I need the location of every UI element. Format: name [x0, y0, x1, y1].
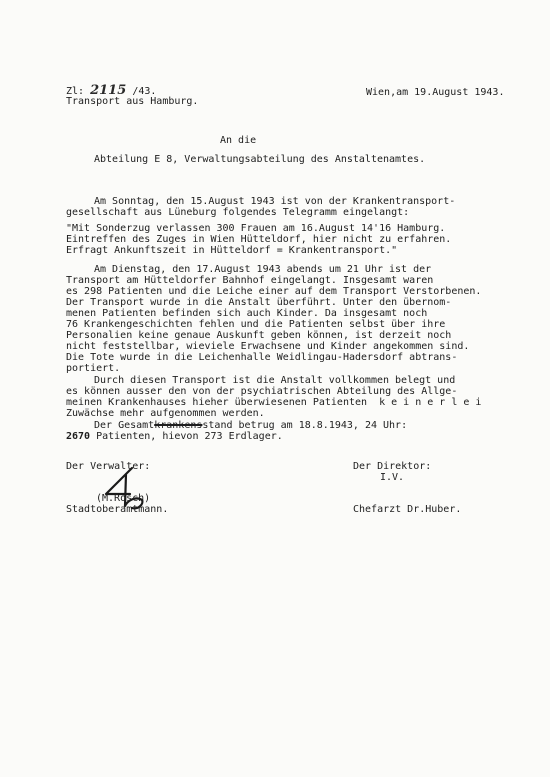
paragraph-1-line-1: Am Sonntag, den 15.August 1943 ist von der Krankentransport-	[94, 196, 456, 207]
director-name: Chefarzt Dr.Huber.	[353, 504, 462, 515]
paragraph-2-line-8: nicht feststellbar, wieviele Erwachsene und Kinder angekommen sind.	[66, 341, 470, 352]
telegram-line-2: Eintreffen des Zuges in Wien Hütteldorf, hier nicht zu erfahren.	[66, 234, 452, 245]
paragraph-1-line-2: gesellschaft aus Lüneburg folgendes Telegramm eingelangt:	[66, 207, 410, 218]
struck-word: krankens	[154, 420, 203, 431]
reference-number-handwritten: 2115	[90, 83, 127, 98]
paragraph-2-line-7: Personalien keine genaue Auskunft geben können, ist derzeit noch	[66, 330, 452, 341]
total-number-handwritten: 2670	[66, 431, 91, 442]
director-title: Der Direktor:	[353, 461, 432, 472]
total-suffix: stand betrug am 18.8.1943, 24 Uhr:	[202, 420, 408, 431]
administrator-title: Der Verwalter:	[66, 461, 151, 472]
recipient-line-2: Abteilung E 8, Verwaltungsabteilung des Anstaltenamtes.	[94, 154, 426, 165]
paragraph-2-line-3: es 298 Patienten und die Leiche einer auf dem Transport Verstorbenen.	[66, 286, 482, 297]
paragraph-3-line-4: Zuwächse mehr aufgenommen werden.	[66, 408, 265, 419]
paragraph-2-line-1: Am Dienstag, den 17.August 1943 abends um 21 Uhr ist der	[94, 264, 432, 275]
administrator-role: Stadtoberamtmann.	[66, 504, 169, 515]
total-prefix: Der Gesamt	[94, 420, 155, 431]
reference-suffix: /43.	[132, 86, 157, 97]
telegram-line-3: Erfragt Ankunftszeit in Hütteldorf = Krankentransport."	[66, 245, 398, 256]
paragraph-4-line-1	[94, 421, 407, 432]
director-iv: I.V.	[380, 472, 405, 483]
paragraph-2-line-6: 76 Krankengeschichten fehlen und die Patienten selbst über ihre	[66, 319, 446, 330]
paragraph-2-line-5: menen Patienten befinden sich auch Kinder. Da insgesamt noch	[66, 308, 428, 319]
paragraph-4-line-2	[66, 432, 283, 443]
recipient-line-1: An die	[220, 135, 257, 146]
paragraph-2-line-10: portiert.	[66, 363, 121, 374]
paragraph-3-line-2: es können ausser den von der psychiatrischen Abteilung des Allge-	[66, 386, 458, 397]
telegram-line-1: "Mit Sonderzug verlassen 300 Frauen am 16.August 14'16 Hamburg.	[66, 223, 446, 234]
reference-prefix: Zl:	[66, 86, 85, 97]
paragraph-3-line-3: meinen Krankenhauses hieher überwiesenen Patienten k e i n e r l e i	[66, 397, 482, 408]
paragraph-2-line-9: Die Tote wurde in die Leichenhalle Weidlingau-Hadersdorf abtrans-	[66, 352, 458, 363]
paragraph-2-line-2: Transport am Hütteldorfer Bahnhof eingelangt. Insgesamt waren	[66, 275, 434, 286]
place-date: Wien,am 19.August 1943.	[366, 87, 505, 98]
subject-line: Transport aus Hamburg.	[66, 96, 199, 107]
administrator-name: (M.Rösch)	[96, 493, 151, 504]
paragraph-2-line-4: Der Transport wurde in die Anstalt überführt. Unter den übernom-	[66, 297, 452, 308]
total-number-rest: Patienten, hievon 273 Erdlager.	[90, 431, 283, 442]
paragraph-3-line-1: Durch diesen Transport ist die Anstalt vollkommen belegt und	[94, 375, 456, 386]
